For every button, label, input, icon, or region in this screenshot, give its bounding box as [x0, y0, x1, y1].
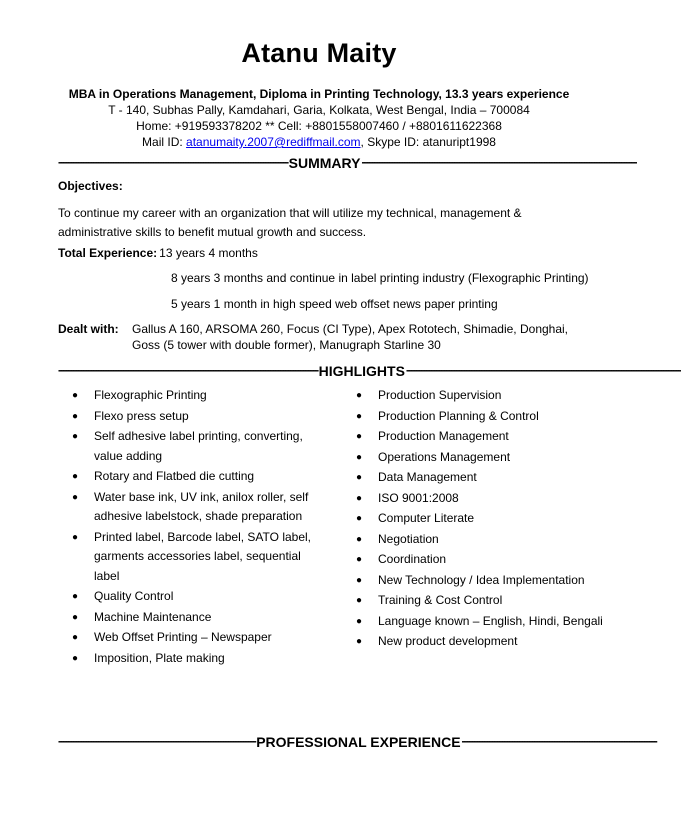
experience-detail-1: 8 years 3 months and continue in label printing industry (Flexographic Printing)	[171, 271, 589, 285]
dealt-with-line-1: Gallus A 160, ARSOMA 260, Focus (CI Type), Apex Rototech, Shimadie, Donghai,	[132, 322, 569, 336]
highlight-item	[72, 528, 322, 587]
highlight-item	[72, 386, 322, 406]
highlight-item	[72, 467, 322, 487]
highlight-text: Language known – English, Hindi, Bengali	[378, 613, 603, 628]
highlight-text: Water base ink, UV ink, anilox roller, self adhesive labelstock, shade preparation	[94, 489, 309, 523]
highlight-item	[356, 591, 606, 611]
mail-label: Mail ID:	[142, 135, 183, 149]
highlight-text: Flexographic Printing	[94, 388, 207, 402]
highlight-text: Negotiation	[378, 531, 439, 546]
highlight-text: Self adhesive label printing, converting, value adding	[94, 429, 303, 463]
highlight-item	[356, 571, 606, 591]
highlight-text: Coordination	[378, 552, 447, 566]
divider-dashes: --------------------------------------------------------------------------------------------------------------	[405, 363, 681, 377]
highlight-item	[72, 649, 322, 669]
bullet-icon: ●	[356, 513, 363, 524]
highlight-item	[72, 488, 322, 527]
bullet-icon: ●	[356, 410, 363, 422]
total-experience-value: 13 years 4 months	[159, 246, 258, 260]
experience-detail-2: 5 years 1 month in high speed web offset news paper printing	[171, 297, 498, 311]
highlight-item	[72, 407, 322, 427]
bullet-icon: ●	[356, 533, 363, 545]
experience-divider	[58, 733, 657, 750]
bullet-icon: ●	[356, 574, 363, 586]
highlight-text: New product development	[378, 634, 518, 648]
bullet-icon: ●	[356, 390, 363, 401]
bullet-icon: ●	[356, 472, 363, 483]
bullet-icon: ●	[72, 491, 79, 503]
highlight-item	[356, 632, 606, 652]
bullet-icon: ●	[72, 611, 79, 623]
highlight-item	[356, 550, 606, 570]
highlight-text: Computer Literate	[378, 511, 475, 525]
total-experience-label: Total Experience:	[58, 246, 158, 260]
bullet-icon: ●	[72, 410, 79, 422]
highlight-text: Rotary and Flatbed die cutting	[94, 469, 255, 483]
highlight-item	[72, 608, 322, 628]
highlight-text: New Technology / Idea Implementation	[378, 572, 585, 587]
bullet-icon: ●	[356, 595, 363, 606]
bullet-icon: ●	[356, 431, 363, 442]
highlight-item	[72, 587, 322, 607]
highlights-divider	[58, 362, 681, 379]
bullet-icon: ●	[72, 390, 79, 401]
highlight-item	[356, 386, 606, 406]
bullet-icon: ●	[356, 554, 363, 565]
bullet-icon: ●	[356, 615, 363, 627]
highlight-item	[356, 407, 606, 427]
highlight-text: Quality Control	[94, 589, 174, 603]
highlight-text: Production Supervision	[378, 388, 502, 402]
highlight-text: Flexo press setup	[94, 408, 189, 423]
summary-heading: SUMMARY	[288, 154, 361, 171]
divider-dashes: --------------------------------------------------------------------------------------------------------	[58, 363, 318, 377]
headline: MBA in Operations Management, Diploma in Printing Technology, 13.3 years experience	[68, 87, 570, 101]
highlights-left-list	[72, 386, 322, 669]
address: T - 140, Subhas Pally, Kamdahari, Garia, Kolkata, West Bengal, India – 700084	[108, 103, 530, 117]
candidate-name: Atanu Maity	[241, 38, 397, 68]
highlights-heading: HIGHLIGHTS	[318, 362, 405, 379]
bullet-icon: ●	[72, 471, 79, 482]
total-experience	[58, 244, 258, 263]
bullet-icon: ●	[72, 591, 79, 602]
highlight-item	[72, 628, 322, 648]
highlight-item	[356, 427, 606, 447]
highlight-item	[356, 530, 606, 550]
highlight-text: Training & Cost Control	[378, 593, 503, 607]
highlight-text: Production Planning & Control	[378, 408, 539, 423]
highlight-item	[72, 427, 322, 466]
highlight-text: Production Management	[378, 429, 509, 443]
highlight-text: Printed label, Barcode label, SATO label, garments accessories label, sequential label	[94, 529, 312, 583]
highlight-text: Operations Management	[378, 449, 511, 464]
highlight-text: Data Management	[378, 470, 477, 484]
highlight-item	[356, 509, 606, 529]
bullet-icon: ●	[72, 652, 79, 664]
bullet-icon: ●	[72, 632, 79, 643]
highlight-item	[356, 489, 606, 509]
bullet-icon: ●	[356, 451, 363, 463]
experience-heading: PROFESSIONAL EXPERIENCE	[256, 733, 461, 750]
summary-divider	[58, 154, 637, 171]
highlight-text: Imposition, Plate making	[94, 650, 225, 665]
highlight-text: ISO 9001:2008	[378, 490, 459, 505]
highlight-item	[356, 448, 606, 468]
highlight-text: Machine Maintenance	[94, 609, 212, 624]
dealt-with-label: Dealt with:	[58, 322, 119, 336]
phone-numbers: Home: +919593378202 ** Cell: +8801558007460 / +8801611622368	[136, 119, 502, 133]
dealt-with-line-2: Goss (5 tower with double former), Manugraph Starline 30	[132, 338, 441, 352]
email-link[interactable]: atanumaity.2007@rediffmail.com	[186, 135, 361, 149]
divider-dashes: --------------------------------------------------------------------------------------------	[58, 155, 288, 169]
bullet-icon: ●	[72, 431, 79, 442]
bullet-icon: ●	[356, 636, 363, 647]
highlight-item	[356, 612, 606, 632]
skype-id: , Skype ID: atanuript1998	[360, 135, 496, 149]
divider-dashes: -------------------------------------------------------------------------------	[58, 734, 256, 748]
objectives-text: To continue my career with an organization that will utilize my technical, management & administrative skills to benefit mutual growth and success.	[58, 206, 522, 239]
highlights-right-list	[356, 386, 606, 653]
bullet-icon: ●	[72, 531, 79, 543]
divider-dashes: ------------------------------------------------------------------------------	[461, 734, 657, 748]
contact-line	[0, 134, 638, 151]
bullet-icon: ●	[356, 492, 363, 504]
divider-dashes: --------------------------------------------------------------------------------------------------------------	[361, 155, 637, 169]
objectives-label: Objectives:	[58, 179, 123, 193]
highlight-item	[356, 468, 606, 488]
highlight-text: Web Offset Printing – Newspaper	[94, 630, 272, 644]
